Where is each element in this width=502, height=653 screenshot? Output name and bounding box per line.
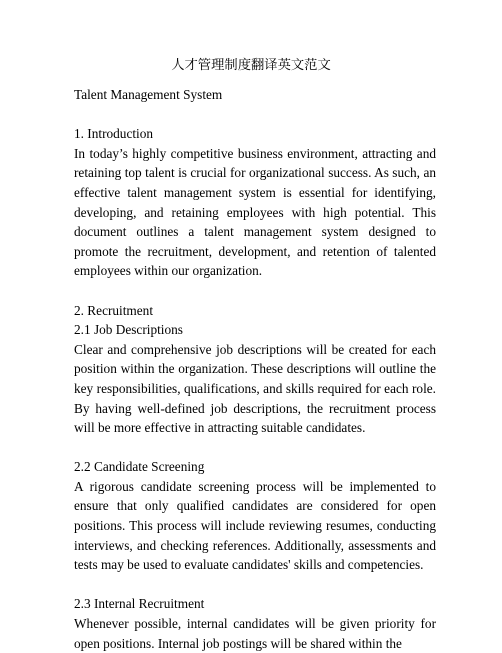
internal-recruitment-paragraph: Whenever possible, internal candidates will be given priority for open positions. Internal job postings will be shared within the [74, 616, 436, 651]
document-body [74, 85, 436, 653]
system-heading: Talent Management System [74, 87, 223, 102]
job-descriptions-paragraph: Clear and comprehensive job descriptions will be created for each position within the organization. These descriptions will outline the key responsibilities, qualifications, and skills required for each role. By having well-defined job descriptions, the recruitment process will be more effective in attracting suitable candidates. [74, 341, 436, 436]
candidate-screening-paragraph: A rigorous candidate screening process will be implemented to ensure that only qualified candidates are considered for open positions. This process will include reviewing resumes, conducting interviews, and checking references. Additionally, assessments and tests may be used to evaluate candidates' skills and competencies. [74, 478, 436, 573]
paragraph-gap [74, 575, 436, 595]
section-heading-recruitment: 2. Recruitment [74, 302, 154, 318]
paragraph-gap [74, 281, 436, 301]
introduction-paragraph: In today’s highly competitive business environment, attracting and retaining top talent is crucial for organizational success. As such, an effective talent management system is essential for identifying, developing, and retaining employees with high potential. This document outlines a talent management system designed to promote the recruitment, development, and retention of talented employees within our organization. [74, 145, 436, 279]
subsection-heading-internal-recruitment: 2.3 Internal Recruitment [74, 596, 205, 612]
paragraph-gap [74, 438, 436, 458]
section-heading-introduction: 1. Introduction [74, 126, 154, 142]
document-title: 人才管理制度翻译英文范文 [171, 58, 331, 73]
subsection-heading-job-descriptions: 2.1 Job Descriptions [74, 322, 183, 338]
paragraph-gap [74, 105, 436, 125]
subsection-heading-candidate-screening: 2.2 Candidate Screening [74, 459, 205, 475]
